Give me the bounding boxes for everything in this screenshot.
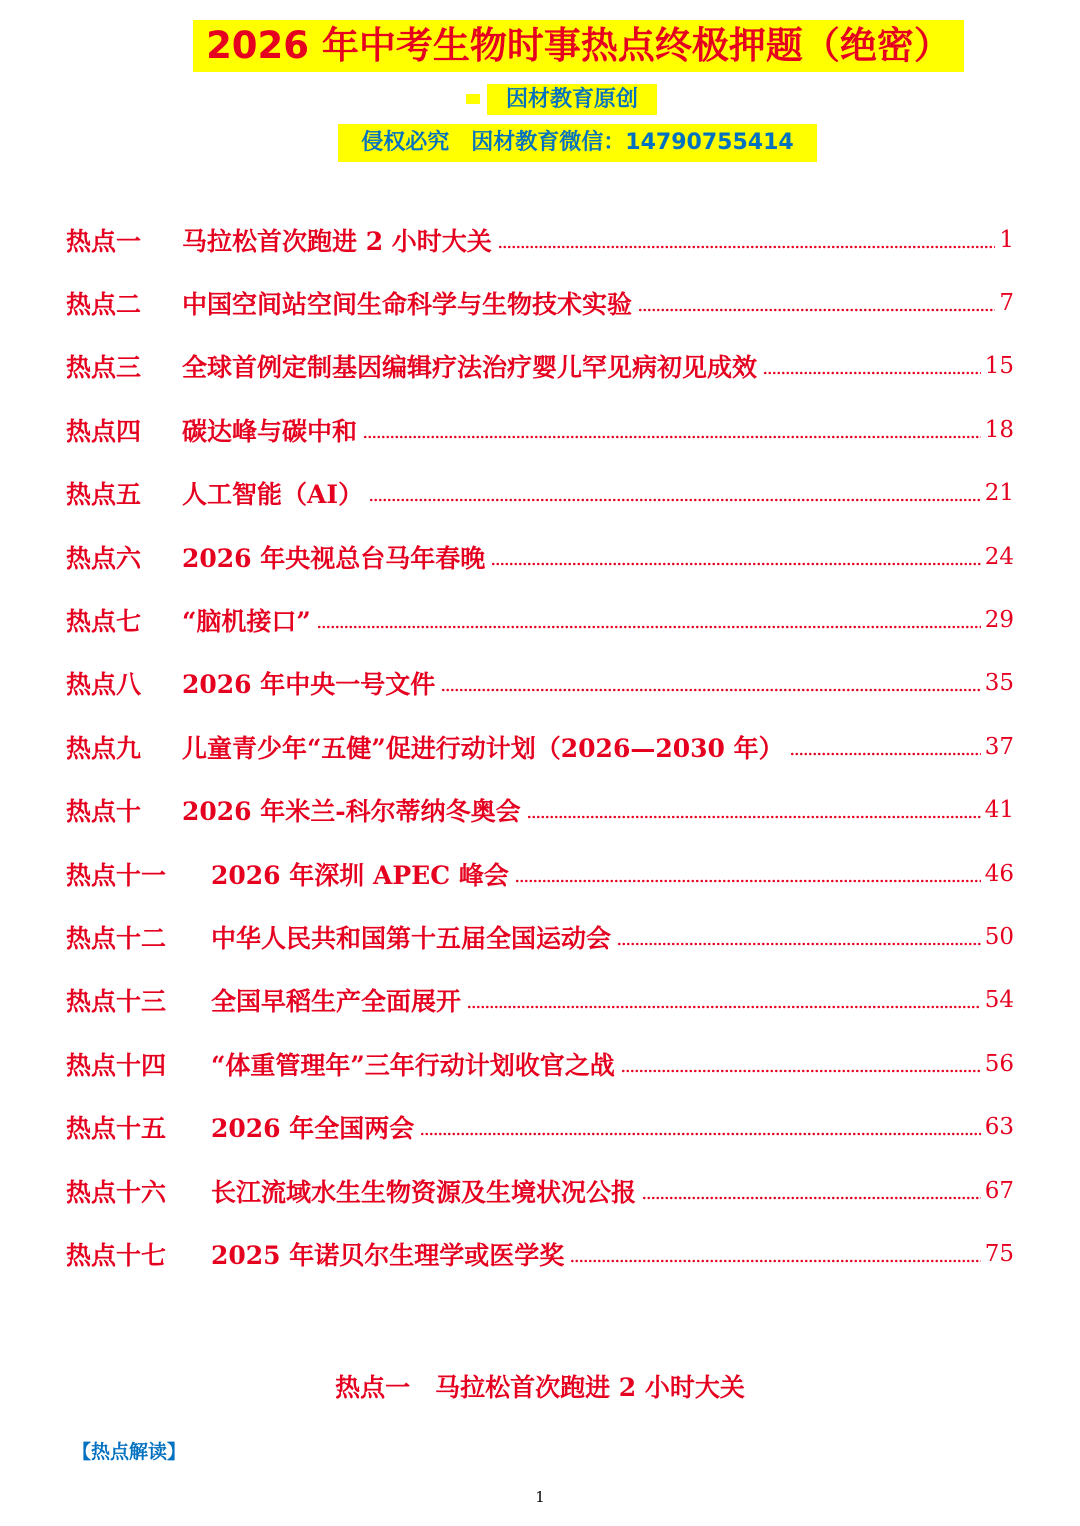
toc-entry-page: 35 <box>984 670 1014 697</box>
toc-entry-label: 热点五 <box>66 480 142 510</box>
toc-entry[interactable] <box>66 398 1014 461</box>
toc-entry-page: 1 <box>999 226 1014 253</box>
toc-entry[interactable] <box>66 652 1014 715</box>
toc-entry-page: 56 <box>984 1050 1014 1077</box>
toc-entry-label: 热点十三 <box>66 987 167 1017</box>
toc-entry-title: 中国空间站空间生命科学与生物技术实验 <box>182 290 633 320</box>
toc-entry-page: 24 <box>984 543 1014 570</box>
toc-entry[interactable] <box>66 779 1014 842</box>
document-title: 2026 年中考生物时事热点终极押题（绝密） <box>193 20 964 72</box>
toc-entry[interactable] <box>66 335 1014 398</box>
toc-entry-title: 马拉松首次跑进 2 小时大关 <box>182 226 492 256</box>
toc-entry-label: 热点一 <box>66 226 142 256</box>
toc-entry-label: 热点十五 <box>66 1114 167 1144</box>
toc-entry-label: 热点三 <box>66 353 142 383</box>
toc-entry-page: 7 <box>999 290 1014 317</box>
toc-entry-title: 全国早稻生产全面展开 <box>211 987 462 1017</box>
toc-entry[interactable] <box>66 715 1014 778</box>
toc-entry-title: 全球首例定制基因编辑疗法治疗婴儿罕见病初见成效 <box>182 353 758 383</box>
toc-entry[interactable] <box>66 842 1014 905</box>
toc-dot-leader <box>638 308 995 312</box>
toc-dot-leader <box>790 752 981 756</box>
toc-entry-label: 热点九 <box>66 733 142 763</box>
toc-entry-label: 热点十六 <box>66 1177 167 1207</box>
toc-entry[interactable] <box>66 588 1014 651</box>
toc-entry-label: 热点十七 <box>66 1240 167 1270</box>
toc-entry[interactable] <box>66 1095 1014 1158</box>
toc-entry-label: 热点二 <box>66 290 142 320</box>
toc-entry[interactable] <box>66 1222 1014 1285</box>
interpretation-label: 【热点解读】 <box>72 1441 187 1463</box>
toc-entry[interactable] <box>66 525 1014 588</box>
toc-entry-page: 75 <box>984 1240 1014 1267</box>
toc-entry-page: 15 <box>984 353 1014 380</box>
toc-entry-page: 63 <box>984 1114 1014 1141</box>
toc-entry-title: 2026 年央视总台马年春晚 <box>182 543 486 573</box>
toc-entry-page: 46 <box>984 860 1014 887</box>
toc-entry[interactable] <box>66 905 1014 968</box>
highlight-mark <box>466 94 480 104</box>
toc-entry-page: 18 <box>984 416 1014 443</box>
toc-entry-title: 中华人民共和国第十五届全国运动会 <box>211 923 612 953</box>
toc-entry[interactable] <box>66 1032 1014 1095</box>
toc-dot-leader <box>467 1005 981 1009</box>
toc-dot-leader <box>617 942 981 946</box>
toc-entry-title: 2026 年深圳 APEC 峰会 <box>211 860 509 890</box>
toc-entry[interactable] <box>66 462 1014 525</box>
toc-entry-title: 长江流域水生生物资源及生境状况公报 <box>211 1177 637 1207</box>
toc-entry-label: 热点十四 <box>66 1050 167 1080</box>
toc-dot-leader <box>491 562 980 566</box>
toc-entry-title: 2026 年米兰-科尔蒂纳冬奥会 <box>182 797 521 827</box>
toc-entry-title: 儿童青少年“五健”促进行动计划（2026—2030 年） <box>182 733 784 763</box>
toc-entry-label: 热点七 <box>66 607 142 637</box>
toc-entry-title: 2025 年诺贝尔生理学或医学奖 <box>211 1240 565 1270</box>
toc-entry-title: “脑机接口” <box>182 607 311 637</box>
toc-entry-page: 37 <box>984 733 1014 760</box>
toc-dot-leader <box>570 1259 980 1263</box>
toc-dot-leader <box>515 879 981 883</box>
toc-entry-title: “体重管理年”三年行动计划收官之战 <box>211 1050 615 1080</box>
toc-dot-leader <box>363 435 981 439</box>
toc-entry-label: 热点十一 <box>66 860 167 890</box>
toc-entry-label: 热点十 <box>66 797 142 827</box>
toc-entry-label: 热点十二 <box>66 923 167 953</box>
toc-entry-page: 67 <box>984 1177 1014 1204</box>
toc-entry-page: 21 <box>984 480 1014 507</box>
toc-entry[interactable] <box>66 208 1014 271</box>
toc-entry-page: 54 <box>984 987 1014 1014</box>
toc-entry-page: 50 <box>984 923 1014 950</box>
toc-dot-leader <box>441 688 980 692</box>
toc-entry-label: 热点八 <box>66 670 142 700</box>
toc-entry-title: 碳达峰与碳中和 <box>182 416 358 446</box>
toc-dot-leader <box>369 498 981 502</box>
document-subtitle: 因材教育原创 <box>487 84 657 115</box>
toc-entry-title: 2026 年全国两会 <box>211 1114 415 1144</box>
toc-dot-leader <box>527 815 981 819</box>
copyright-contact: 侵权必究 因材教育微信：14790755414 <box>338 124 817 162</box>
toc-entry-page: 41 <box>984 797 1014 824</box>
toc-dot-leader <box>642 1196 981 1200</box>
toc-entry-title: 2026 年中央一号文件 <box>182 670 436 700</box>
toc-entry-label: 热点六 <box>66 543 142 573</box>
toc-entry[interactable] <box>66 271 1014 334</box>
toc-entry-title: 人工智能（AI） <box>182 480 364 510</box>
toc-dot-leader <box>763 371 981 375</box>
section-heading: 热点一 马拉松首次跑进 2 小时大关 <box>335 1373 745 1402</box>
toc-entry-label: 热点四 <box>66 416 142 446</box>
toc-dot-leader <box>420 1132 980 1136</box>
toc-entry[interactable] <box>66 1159 1014 1222</box>
table-of-contents <box>66 208 1014 1286</box>
toc-entry[interactable] <box>66 969 1014 1032</box>
toc-dot-leader <box>621 1069 981 1073</box>
toc-dot-leader <box>498 245 996 249</box>
toc-dot-leader <box>317 625 981 629</box>
page-number: 1 <box>535 1488 545 1506</box>
toc-entry-page: 29 <box>984 607 1014 634</box>
